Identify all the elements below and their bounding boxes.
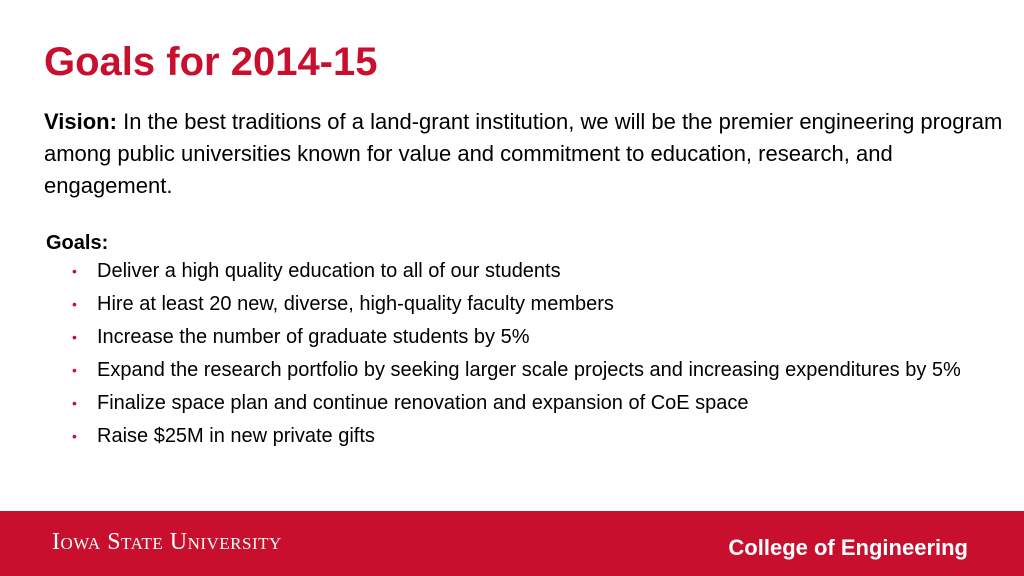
- bullet-icon: •: [72, 362, 77, 378]
- bullet-icon: •: [72, 329, 77, 345]
- bullet-icon: •: [72, 296, 77, 312]
- goal-item: [46, 355, 976, 385]
- university-wordmark: Iowa State University: [52, 529, 282, 555]
- goals-heading: Goals:: [46, 232, 109, 254]
- goal-item: [46, 256, 976, 286]
- goal-text: Finalize space plan and continue renovation and expansion of CoE space: [97, 392, 749, 414]
- goal-text: Increase the number of graduate students by 5%: [97, 326, 530, 348]
- goal-item: [46, 322, 976, 352]
- vision-label: Vision:: [44, 109, 117, 134]
- goal-item: [46, 289, 976, 319]
- college-name: College of Engineering: [728, 535, 968, 560]
- slide-title: Goals for 2014-15: [44, 40, 378, 84]
- bullet-icon: •: [72, 428, 77, 444]
- goal-item: [46, 388, 976, 418]
- bullet-icon: •: [72, 263, 77, 279]
- vision-statement: [44, 106, 1004, 202]
- goal-text: Deliver a high quality education to all of our students: [97, 260, 561, 282]
- goal-text: Raise $25M in new private gifts: [97, 425, 375, 447]
- goals-list: [46, 256, 976, 454]
- footer-bar: [0, 511, 1024, 576]
- bullet-icon: •: [72, 395, 77, 411]
- vision-text: In the best traditions of a land-grant institution, we will be the premier engineering program among public universities known for value and commitment to education, research, and engagement.: [44, 109, 1003, 198]
- goal-item: [46, 421, 976, 451]
- goal-text: Hire at least 20 new, diverse, high-quality faculty members: [97, 293, 614, 315]
- goal-text: Expand the research portfolio by seeking larger scale projects and increasing expenditures by 5%: [97, 359, 961, 381]
